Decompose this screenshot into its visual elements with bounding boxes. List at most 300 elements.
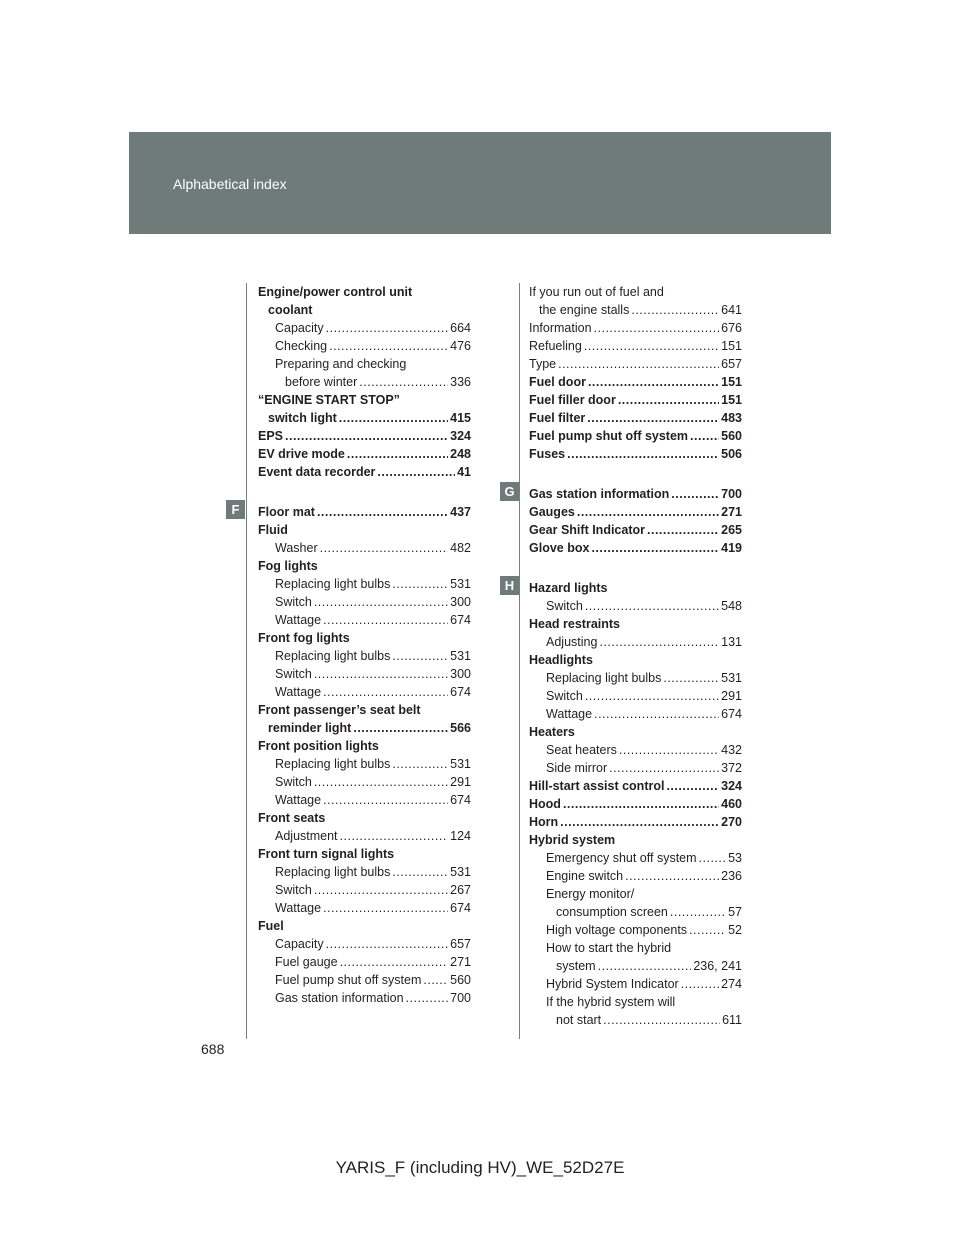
leader-dots bbox=[625, 867, 719, 885]
index-subentry bbox=[258, 773, 471, 791]
leader-dots bbox=[584, 337, 719, 355]
page-ref: 566 bbox=[450, 721, 471, 735]
leader-dots bbox=[392, 863, 448, 881]
index-label: Seat heaters bbox=[546, 743, 617, 757]
index-subentry-line bbox=[275, 863, 471, 881]
header-title: Alphabetical index bbox=[173, 176, 287, 192]
index-subentry-continuation bbox=[529, 301, 742, 319]
index-label: Replacing light bulbs bbox=[275, 865, 391, 879]
index-label: Engine switch bbox=[546, 869, 624, 883]
page-ref: 700 bbox=[721, 487, 742, 501]
page-ref: 300 bbox=[450, 595, 471, 609]
index-subentry-line bbox=[275, 593, 471, 611]
index-label: Fuel gauge bbox=[275, 955, 338, 969]
leader-dots bbox=[314, 665, 448, 683]
page-ref: 674 bbox=[450, 901, 471, 915]
page-number: 688 bbox=[201, 1041, 225, 1057]
index-heading-line bbox=[258, 463, 471, 481]
index-label: Capacity bbox=[275, 321, 324, 335]
index-heading: Headlights bbox=[529, 653, 593, 667]
page-ref: 437 bbox=[450, 505, 471, 519]
leader-dots bbox=[323, 791, 448, 809]
index-subentry bbox=[529, 921, 742, 939]
leader-dots bbox=[392, 647, 448, 665]
index-label: Adjusting bbox=[546, 635, 598, 649]
index-heading-continuation: coolant bbox=[268, 303, 313, 317]
page-ref: 641 bbox=[721, 303, 742, 317]
leader-dots bbox=[609, 759, 719, 777]
index-heading: Engine/power control unit bbox=[258, 285, 413, 299]
index-heading-continuation bbox=[258, 409, 471, 427]
index-entry bbox=[258, 917, 471, 1007]
page-ref: 57 bbox=[728, 905, 742, 919]
index-column-1 bbox=[258, 283, 471, 1007]
page-ref: 372 bbox=[721, 761, 742, 775]
page-ref: 271 bbox=[450, 955, 471, 969]
page-ref: 291 bbox=[721, 689, 742, 703]
index-heading-line bbox=[529, 373, 742, 391]
index-subentry-line bbox=[275, 971, 471, 989]
index-label: Switch bbox=[275, 883, 312, 897]
index-label: Switch bbox=[275, 775, 312, 789]
index-subentry-continuation bbox=[546, 1011, 742, 1029]
page-ref: 476 bbox=[450, 339, 471, 353]
index-entry bbox=[258, 701, 471, 737]
index-entry bbox=[529, 409, 742, 427]
page-ref: 676 bbox=[721, 321, 742, 335]
index-label: Type bbox=[529, 357, 557, 371]
index-subentry bbox=[529, 849, 742, 867]
page-ref: 53 bbox=[728, 851, 742, 865]
page-ref: 657 bbox=[450, 937, 471, 951]
page-ref: 267 bbox=[450, 883, 471, 897]
index-subentry-label: Preparing and checking bbox=[275, 357, 407, 371]
leader-dots bbox=[326, 935, 449, 953]
index-label: Gas station information bbox=[275, 991, 404, 1005]
index-entry bbox=[529, 391, 742, 409]
index-subentry-line bbox=[546, 741, 742, 759]
leader-dots bbox=[392, 575, 448, 593]
page-ref: 531 bbox=[450, 865, 471, 879]
leader-dots bbox=[619, 741, 719, 759]
leader-dots bbox=[560, 813, 719, 831]
index-subentry bbox=[529, 669, 742, 687]
index-label: Switch bbox=[275, 667, 312, 681]
index-subentry-line bbox=[275, 319, 471, 337]
index-subentry bbox=[529, 975, 742, 993]
index-label: Emergency shut off system bbox=[546, 851, 697, 865]
index-heading: Front passenger’s seat belt bbox=[258, 703, 421, 717]
index-label: Replacing light bulbs bbox=[546, 671, 662, 685]
column-divider-left bbox=[246, 283, 247, 1039]
index-subentry-line bbox=[275, 665, 471, 683]
index-subentry bbox=[258, 355, 471, 391]
index-entry bbox=[529, 615, 742, 651]
index-subentry bbox=[258, 971, 471, 989]
index-entry bbox=[529, 485, 742, 503]
page-ref: 674 bbox=[450, 613, 471, 627]
leader-dots bbox=[329, 337, 448, 355]
index-subentry-line bbox=[546, 597, 742, 615]
index-label: switch light bbox=[268, 411, 337, 425]
page-ref: 611 bbox=[722, 1013, 742, 1027]
index-entry bbox=[529, 651, 742, 723]
leader-dots bbox=[690, 427, 719, 445]
index-subentry-line bbox=[275, 539, 471, 557]
index-subentry bbox=[258, 863, 471, 881]
leader-dots bbox=[663, 669, 719, 687]
page-ref: 560 bbox=[450, 973, 471, 987]
index-entry bbox=[529, 579, 742, 615]
leader-dots bbox=[594, 705, 719, 723]
index-subentry bbox=[258, 665, 471, 683]
index-label: consumption screen bbox=[556, 905, 668, 919]
index-heading-line bbox=[529, 445, 742, 463]
leader-dots bbox=[317, 503, 448, 521]
page-ref: 674 bbox=[450, 685, 471, 699]
index-label: EV drive mode bbox=[258, 447, 345, 461]
index-label: EPS bbox=[258, 429, 284, 443]
index-subentry bbox=[258, 881, 471, 899]
index-entry bbox=[529, 813, 742, 831]
leader-dots bbox=[323, 899, 448, 917]
index-subentry-label: How to start the hybrid bbox=[546, 941, 672, 955]
page-ref: 274 bbox=[721, 977, 742, 991]
page-ref: 674 bbox=[721, 707, 742, 721]
index-subentry bbox=[258, 539, 471, 557]
index-heading-line bbox=[529, 409, 742, 427]
index-heading-line bbox=[529, 427, 742, 445]
leader-dots bbox=[681, 975, 719, 993]
index-entry bbox=[529, 373, 742, 391]
index-label: Gauges bbox=[529, 505, 575, 519]
leader-dots bbox=[347, 445, 448, 463]
index-subentry-line bbox=[546, 921, 742, 939]
leader-dots bbox=[359, 373, 448, 391]
leader-dots bbox=[599, 633, 719, 651]
index-subentry-line bbox=[275, 791, 471, 809]
index-label: Wattage bbox=[275, 793, 322, 807]
page-ref: 271 bbox=[721, 505, 742, 519]
column-divider-right bbox=[519, 283, 520, 1039]
index-entry bbox=[529, 521, 742, 539]
index-subentry bbox=[529, 867, 742, 885]
index-label: not start bbox=[556, 1013, 602, 1027]
index-entry bbox=[258, 391, 471, 427]
index-label: Adjustment bbox=[275, 829, 338, 843]
index-subentry-line bbox=[275, 881, 471, 899]
leader-dots bbox=[377, 463, 455, 481]
leader-dots bbox=[558, 355, 719, 373]
index-heading-continuation bbox=[258, 719, 471, 737]
index-label: Side mirror bbox=[546, 761, 608, 775]
index-subentry bbox=[258, 989, 471, 1007]
index-label: Hybrid System Indicator bbox=[546, 977, 679, 991]
index-subentry-line bbox=[275, 899, 471, 917]
index-label: Washer bbox=[275, 541, 318, 555]
index-label: Fuel filter bbox=[529, 411, 586, 425]
index-subentry bbox=[529, 633, 742, 651]
index-subentry-continuation bbox=[275, 373, 471, 391]
index-subentry bbox=[258, 791, 471, 809]
index-entry bbox=[258, 845, 471, 917]
index-label: the engine stalls bbox=[539, 303, 630, 317]
page-ref: 432 bbox=[721, 743, 742, 757]
index-label: Fuel door bbox=[529, 375, 586, 389]
index-subentry bbox=[258, 953, 471, 971]
page-ref: 270 bbox=[721, 815, 742, 829]
index-label: Fuel pump shut off system bbox=[275, 973, 422, 987]
index-label: Gas station information bbox=[529, 487, 670, 501]
index-label: Switch bbox=[546, 599, 583, 613]
leader-dots bbox=[314, 773, 448, 791]
leader-dots bbox=[285, 427, 448, 445]
index-subentry-line bbox=[546, 669, 742, 687]
index-subentry-line bbox=[546, 687, 742, 705]
page-ref: 300 bbox=[450, 667, 471, 681]
index-subentry bbox=[258, 683, 471, 701]
index-entry bbox=[529, 723, 742, 777]
leader-dots bbox=[323, 611, 448, 629]
index-label: Fuel pump shut off system bbox=[529, 429, 689, 443]
page-ref: 506 bbox=[721, 447, 742, 461]
index-entry bbox=[258, 427, 471, 445]
page-ref: 324 bbox=[450, 429, 471, 443]
page-ref: 560 bbox=[721, 429, 742, 443]
index-entry bbox=[529, 539, 742, 557]
index-subentry-label: If you run out of fuel and bbox=[529, 285, 664, 299]
leader-dots bbox=[689, 921, 726, 939]
page-ref: 531 bbox=[450, 649, 471, 663]
index-heading-line bbox=[258, 427, 471, 445]
index-subentry-line bbox=[546, 759, 742, 777]
page-header bbox=[129, 132, 831, 234]
index-subentry-line bbox=[275, 953, 471, 971]
index-subentry-line bbox=[546, 849, 742, 867]
index-subentry bbox=[529, 705, 742, 723]
index-heading: Front position lights bbox=[258, 739, 379, 753]
page-ref: 419 bbox=[721, 541, 742, 555]
index-subentry bbox=[258, 611, 471, 629]
page-ref: 124 bbox=[450, 829, 471, 843]
index-label: Wattage bbox=[546, 707, 593, 721]
leader-dots bbox=[585, 597, 719, 615]
index-heading-line bbox=[529, 521, 742, 539]
index-label: Horn bbox=[529, 815, 559, 829]
index-heading-line bbox=[529, 503, 742, 521]
page-ref: 336 bbox=[450, 375, 471, 389]
index-subentry bbox=[529, 885, 742, 921]
leader-dots bbox=[594, 319, 720, 337]
page-ref: 151 bbox=[721, 393, 742, 407]
index-heading-line bbox=[529, 485, 742, 503]
page-ref: 674 bbox=[450, 793, 471, 807]
index-heading: Head restraints bbox=[529, 617, 621, 631]
page-ref: 151 bbox=[721, 339, 742, 353]
index-subentry-line bbox=[275, 647, 471, 665]
index-label: Event data recorder bbox=[258, 465, 376, 479]
index-heading-line bbox=[258, 445, 471, 463]
index-label: Hill-start assist control bbox=[529, 779, 665, 793]
index-subentry-line bbox=[275, 773, 471, 791]
index-subentry-line bbox=[275, 575, 471, 593]
index-entry bbox=[258, 629, 471, 701]
index-heading-line bbox=[258, 503, 471, 521]
index-subentry-line bbox=[529, 319, 742, 337]
page-ref: 482 bbox=[450, 541, 471, 555]
index-subentry-line bbox=[546, 633, 742, 651]
section-badge-h: H bbox=[500, 576, 519, 595]
page-ref: 664 bbox=[450, 321, 471, 335]
index-entry bbox=[258, 283, 471, 391]
index-subentry-line bbox=[546, 705, 742, 723]
index-label: Switch bbox=[546, 689, 583, 703]
leader-dots bbox=[587, 409, 719, 427]
leader-dots bbox=[666, 777, 719, 795]
index-heading: Front turn signal lights bbox=[258, 847, 395, 861]
index-subentry bbox=[529, 355, 742, 373]
index-subentry-label: If the hybrid system will bbox=[546, 995, 676, 1009]
page-ref: 531 bbox=[450, 757, 471, 771]
leader-dots bbox=[406, 989, 449, 1007]
leader-dots bbox=[588, 373, 719, 391]
index-entry bbox=[529, 777, 742, 795]
leader-dots bbox=[603, 1011, 720, 1029]
index-subentry bbox=[258, 575, 471, 593]
index-entry bbox=[529, 795, 742, 813]
index-subentry-line bbox=[275, 683, 471, 701]
index-heading: Hybrid system bbox=[529, 833, 616, 847]
index-subentry-line bbox=[275, 989, 471, 1007]
index-entry bbox=[529, 427, 742, 445]
leader-dots bbox=[670, 903, 726, 921]
index-subentry bbox=[529, 319, 742, 337]
index-label: Information bbox=[529, 321, 592, 335]
index-label: High voltage components bbox=[546, 923, 688, 937]
leader-dots bbox=[340, 953, 449, 971]
index-heading-line bbox=[529, 539, 742, 557]
index-label: Glove box bbox=[529, 541, 590, 555]
leader-dots bbox=[591, 539, 719, 557]
index-label: Floor mat bbox=[258, 505, 315, 519]
index-subentry bbox=[258, 647, 471, 665]
index-entry bbox=[529, 445, 742, 463]
leader-dots bbox=[353, 719, 448, 737]
section-badge-g: G bbox=[500, 482, 519, 501]
index-heading: Fuel bbox=[258, 919, 284, 933]
index-heading-line bbox=[529, 795, 742, 813]
index-subentry bbox=[529, 993, 742, 1029]
index-heading: “ENGINE START STOP” bbox=[258, 393, 400, 407]
index-label: system bbox=[556, 959, 596, 973]
index-entry bbox=[258, 557, 471, 629]
index-subentry bbox=[529, 687, 742, 705]
page-ref: 131 bbox=[721, 635, 742, 649]
index-heading: Fog lights bbox=[258, 559, 318, 573]
index-heading: Hazard lights bbox=[529, 581, 608, 595]
index-label: Fuel filler door bbox=[529, 393, 616, 407]
index-label: Gear Shift Indicator bbox=[529, 523, 645, 537]
index-label: Replacing light bulbs bbox=[275, 577, 391, 591]
page-ref: 657 bbox=[721, 357, 742, 371]
index-subentry bbox=[258, 319, 471, 337]
index-label: Checking bbox=[275, 339, 328, 353]
page-ref: 460 bbox=[721, 797, 742, 811]
leader-dots bbox=[598, 957, 692, 975]
leader-dots bbox=[585, 687, 719, 705]
index-label: before winter bbox=[285, 375, 358, 389]
index-subentry-line bbox=[275, 611, 471, 629]
page-ref: 52 bbox=[728, 923, 742, 937]
index-subentry bbox=[258, 935, 471, 953]
index-entry bbox=[258, 445, 471, 463]
page-ref: 415 bbox=[450, 411, 471, 425]
index-subentry bbox=[529, 337, 742, 355]
page-ref: 236, 241 bbox=[693, 959, 742, 973]
leader-dots bbox=[326, 319, 449, 337]
section-badge-f: F bbox=[226, 500, 245, 519]
leader-dots bbox=[323, 683, 448, 701]
index-subentry bbox=[258, 899, 471, 917]
index-subentry-line bbox=[275, 935, 471, 953]
page-ref: 236 bbox=[721, 869, 742, 883]
index-subentry bbox=[258, 593, 471, 611]
leader-dots bbox=[699, 849, 727, 867]
index-subentry bbox=[529, 283, 742, 319]
leader-dots bbox=[340, 827, 449, 845]
index-heading-line bbox=[529, 777, 742, 795]
index-subentry bbox=[258, 337, 471, 355]
index-subentry-line bbox=[546, 975, 742, 993]
leader-dots bbox=[671, 485, 719, 503]
index-entry bbox=[258, 521, 471, 557]
leader-dots bbox=[314, 881, 448, 899]
page-ref: 291 bbox=[450, 775, 471, 789]
index-heading-line bbox=[529, 391, 742, 409]
index-label: Replacing light bulbs bbox=[275, 649, 391, 663]
leader-dots bbox=[339, 409, 448, 427]
index-label: Switch bbox=[275, 595, 312, 609]
index-label: Wattage bbox=[275, 685, 322, 699]
leader-dots bbox=[631, 301, 719, 319]
leader-dots bbox=[563, 795, 719, 813]
index-label: Refueling bbox=[529, 339, 582, 353]
index-subentry bbox=[529, 741, 742, 759]
index-subentry-line bbox=[529, 337, 742, 355]
leader-dots bbox=[618, 391, 719, 409]
index-label: Hood bbox=[529, 797, 561, 811]
page-ref: 531 bbox=[450, 577, 471, 591]
index-subentry bbox=[529, 597, 742, 615]
index-column-2 bbox=[529, 283, 742, 1029]
index-subentry-line bbox=[529, 355, 742, 373]
index-entry bbox=[529, 503, 742, 521]
index-subentry-label: Energy monitor/ bbox=[546, 887, 635, 901]
index-label: Wattage bbox=[275, 613, 322, 627]
page-ref: 151 bbox=[721, 375, 742, 389]
page-ref: 248 bbox=[450, 447, 471, 461]
index-label: Fuses bbox=[529, 447, 566, 461]
index-entry bbox=[258, 737, 471, 809]
index-subentry-continuation bbox=[546, 903, 742, 921]
index-subentry-line bbox=[275, 337, 471, 355]
index-heading: Fluid bbox=[258, 523, 288, 537]
index-label: Wattage bbox=[275, 901, 322, 915]
index-subentry-line bbox=[546, 867, 742, 885]
index-subentry bbox=[258, 827, 471, 845]
index-heading: Front seats bbox=[258, 811, 326, 825]
index-label: reminder light bbox=[268, 721, 352, 735]
